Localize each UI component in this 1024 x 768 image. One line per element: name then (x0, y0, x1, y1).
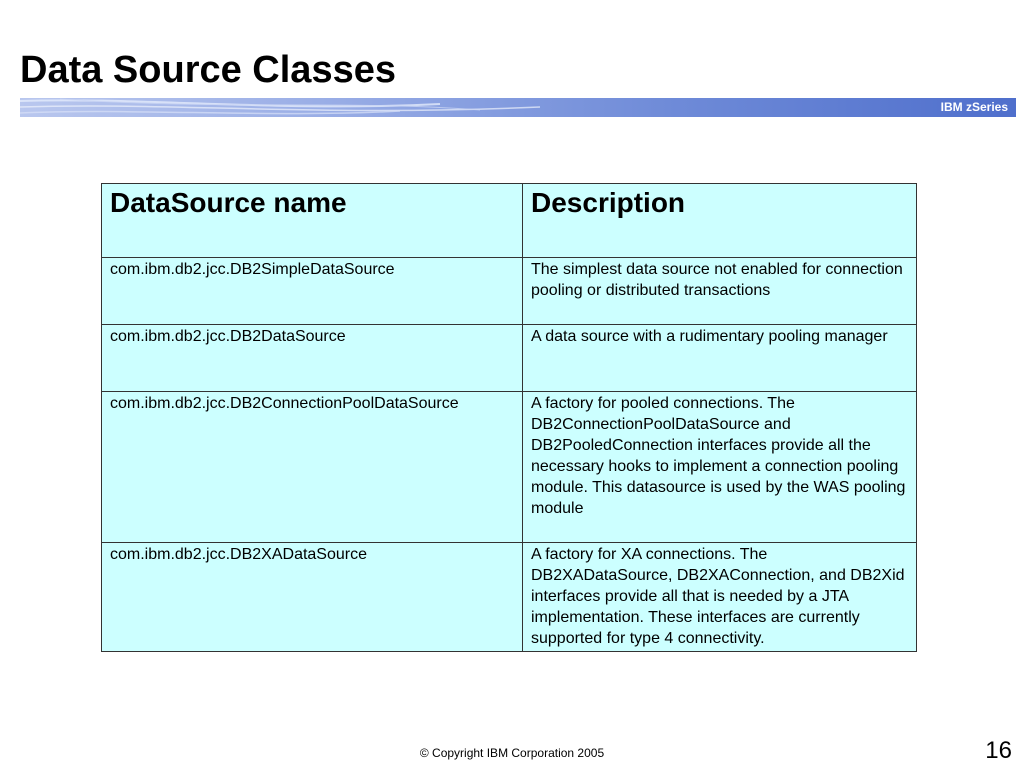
copyright-footer: © Copyright IBM Corporation 2005 (419, 746, 605, 760)
datasource-name-cell: com.ibm.db2.jcc.DB2ConnectionPoolDataSource (102, 392, 523, 543)
page-number: 16 (985, 737, 1012, 764)
datasource-name-cell: com.ibm.db2.jcc.DB2DataSource (102, 325, 523, 392)
slide-title: Data Source Classes (20, 49, 396, 91)
datasource-table (101, 183, 917, 652)
brand-label: IBM zSeries (940, 100, 1008, 114)
table-header-row (102, 184, 917, 258)
table-row (102, 543, 917, 652)
description-cell: A data source with a rudimentary pooling manager (523, 325, 917, 392)
title-bar (20, 98, 1016, 117)
table-row (102, 258, 917, 325)
table-row (102, 325, 917, 392)
description-cell: The simplest data source not enabled for connection pooling or distributed transactions (523, 258, 917, 325)
table-row (102, 392, 917, 543)
header-description: Description (523, 184, 917, 258)
title-bar-swoosh (20, 98, 1016, 117)
header-datasource-name: DataSource name (102, 184, 523, 258)
description-cell: A factory for XA connections. The DB2XADataSource, DB2XAConnection, and DB2Xid interfaces provide all that is needed by a JTA implementation. These interfaces are currently supported for type 4 connectivity. (523, 543, 917, 652)
datasource-name-cell: com.ibm.db2.jcc.DB2XADataSource (102, 543, 523, 652)
datasource-name-cell: com.ibm.db2.jcc.DB2SimpleDataSource (102, 258, 523, 325)
description-cell: A factory for pooled connections. The DB2ConnectionPoolDataSource and DB2PooledConnection interfaces provide all the necessary hooks to implement a connection pooling module. This datasource is used by the WAS pooling module (523, 392, 917, 543)
